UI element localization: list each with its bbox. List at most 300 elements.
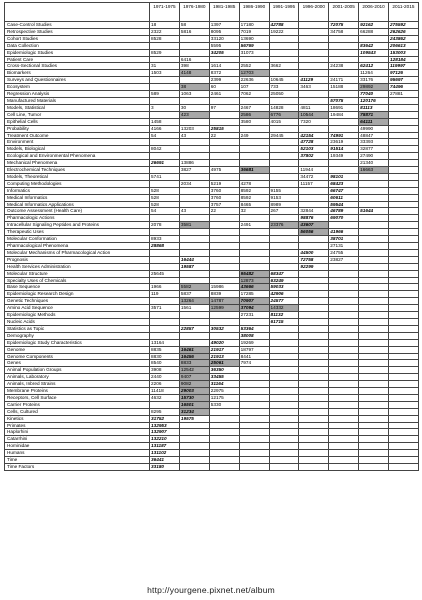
count-cell: 28868: [150, 243, 180, 250]
count-cell: 38008: [239, 332, 269, 339]
count-cell: [239, 173, 269, 180]
count-cell: [389, 450, 419, 457]
count-cell: [269, 374, 299, 381]
count-cell: [329, 325, 359, 332]
count-cell: 31164: [209, 381, 239, 388]
count-cell: 58: [179, 22, 209, 29]
count-cell: [269, 332, 299, 339]
count-cell: 8540: [150, 360, 180, 367]
table-row: [5, 28, 419, 35]
count-cell: 2399: [209, 77, 239, 84]
count-cell: [359, 464, 389, 471]
count-cell: [329, 415, 359, 422]
count-cell: [150, 298, 180, 305]
table-row: [5, 222, 419, 229]
row-label: Genome Components: [5, 353, 150, 360]
table-row: [5, 298, 419, 305]
count-cell: [389, 256, 419, 263]
count-cell: [329, 222, 359, 229]
count-cell: 3908: [150, 367, 180, 374]
row-label: Haplorhini: [5, 429, 150, 436]
count-cell: [359, 284, 389, 291]
count-cell: 31752: [150, 415, 180, 422]
count-cell: [389, 111, 419, 118]
count-cell: [150, 332, 180, 339]
count-cell: [329, 49, 359, 56]
table-row: [5, 374, 419, 381]
count-cell: [209, 429, 239, 436]
count-cell: 63249: [269, 277, 299, 284]
count-cell: [389, 263, 419, 270]
count-cell: [359, 457, 389, 464]
count-cell: [150, 249, 180, 256]
count-cell: [359, 215, 389, 222]
count-cell: [329, 167, 359, 174]
header-period: 1996-2000: [299, 3, 329, 22]
count-cell: 16663: [359, 167, 389, 174]
count-cell: 22857: [179, 325, 209, 332]
count-cell: 3757: [209, 201, 239, 208]
count-cell: [389, 180, 419, 187]
header-period: 1971-1975: [150, 3, 180, 22]
count-cell: [389, 436, 419, 443]
count-cell: 98876: [299, 215, 329, 222]
count-cell: [299, 464, 329, 471]
count-cell: [269, 353, 299, 360]
row-label: Primates: [5, 422, 150, 429]
count-cell: [239, 215, 269, 222]
count-cell: [179, 457, 209, 464]
count-cell: 14828: [269, 104, 299, 111]
table-row: [5, 457, 419, 464]
table-row: [5, 360, 419, 367]
table-row: [5, 464, 419, 471]
count-cell: 9153: [269, 194, 299, 201]
row-label: Catarrhini: [5, 436, 150, 443]
count-cell: [329, 263, 359, 270]
count-cell: 29445: [269, 132, 299, 139]
count-cell: [150, 215, 180, 222]
row-label: Time: [5, 457, 150, 464]
count-cell: 68347: [269, 270, 299, 277]
count-cell: 12599: [209, 305, 239, 312]
table-row: [5, 49, 419, 56]
count-cell: [239, 263, 269, 270]
count-cell: [209, 415, 239, 422]
count-cell: 38701: [329, 236, 359, 243]
count-cell: [359, 346, 389, 353]
count-cell: 33455: [209, 374, 239, 381]
count-cell: [359, 422, 389, 429]
count-cell: [329, 388, 359, 395]
count-cell: 11944: [299, 167, 329, 174]
count-cell: 19222: [269, 28, 299, 35]
table-row: [5, 284, 419, 291]
count-cell: [179, 443, 209, 450]
row-label: Cells, Cultured: [5, 408, 150, 415]
count-cell: [359, 35, 389, 42]
count-cell: 13203: [179, 125, 209, 132]
table-row: [5, 208, 419, 215]
row-label: Prognosis: [5, 256, 150, 263]
count-cell: [269, 70, 299, 77]
count-cell: 528: [150, 201, 180, 208]
header-period: 2011-2015: [389, 3, 419, 22]
count-cell: 4166: [150, 125, 180, 132]
count-cell: [299, 436, 329, 443]
table-row: [5, 118, 419, 125]
count-cell: [329, 408, 359, 415]
count-cell: 8835: [150, 346, 180, 353]
count-cell: 25645: [150, 270, 180, 277]
header-period: 1981-1985: [209, 3, 239, 22]
count-cell: [299, 56, 329, 63]
count-cell: [150, 318, 180, 325]
count-cell: 27490: [359, 153, 389, 160]
table-row: [5, 173, 419, 180]
count-cell: [329, 374, 359, 381]
count-cell: 132953: [150, 422, 180, 429]
row-label: Nucleic Acids: [5, 318, 150, 325]
count-cell: [209, 111, 239, 118]
count-cell: [239, 415, 269, 422]
count-cell: 8095: [209, 28, 239, 35]
count-cell: [209, 160, 239, 167]
count-cell: [359, 353, 389, 360]
row-label: Molecular Mechanisms of Pharmacological Action: [5, 249, 150, 256]
count-cell: 74991: [329, 132, 359, 139]
count-cell: [329, 394, 359, 401]
count-cell: [359, 388, 389, 395]
count-cell: 21340: [359, 160, 389, 167]
count-cell: 24238: [329, 63, 359, 70]
count-cell: [329, 291, 359, 298]
count-cell: 1561: [179, 305, 209, 312]
count-cell: 34472: [299, 173, 329, 180]
table-row: [5, 70, 419, 77]
row-label: Ecological and Environmental Phenomena: [5, 153, 150, 160]
header-period: 2001-2005: [329, 3, 359, 22]
count-cell: [209, 249, 239, 256]
count-cell: [269, 139, 299, 146]
row-label: Retrospective Studies: [5, 28, 150, 35]
count-cell: [209, 263, 239, 270]
count-cell: [179, 450, 209, 457]
count-cell: [269, 457, 299, 464]
count-cell: [329, 56, 359, 63]
count-cell: [299, 187, 329, 194]
count-cell: [359, 270, 389, 277]
count-cell: 8839: [209, 291, 239, 298]
count-cell: 92162: [359, 22, 389, 29]
count-cell: 9407: [179, 374, 209, 381]
count-cell: [359, 263, 389, 270]
count-cell: [359, 201, 389, 208]
count-cell: [359, 229, 389, 236]
row-label: Specialty Uses of Chemicals: [5, 277, 150, 284]
count-cell: [299, 429, 329, 436]
count-cell: [329, 464, 359, 471]
table-row: [5, 111, 419, 118]
count-cell: 3760: [209, 194, 239, 201]
count-cell: [389, 291, 419, 298]
count-cell: 83642: [359, 42, 389, 49]
count-cell: 243862: [389, 35, 419, 42]
count-cell: 25050: [269, 91, 299, 98]
count-cell: 54: [150, 132, 180, 139]
count-cell: 8529: [150, 49, 180, 56]
table-body: [5, 22, 419, 471]
count-cell: 8830: [150, 353, 180, 360]
count-cell: 8528: [150, 35, 180, 42]
table-row: [5, 77, 419, 84]
count-cell: [150, 312, 180, 319]
count-cell: [179, 339, 209, 346]
count-cell: [299, 408, 329, 415]
table-row: [5, 236, 419, 243]
count-cell: [269, 394, 299, 401]
count-cell: [359, 222, 389, 229]
count-cell: [209, 222, 239, 229]
count-cell: 19587: [179, 263, 209, 270]
count-cell: [389, 429, 419, 436]
count-cell: [389, 167, 419, 174]
count-cell: 4632: [150, 394, 180, 401]
count-cell: [329, 312, 359, 319]
count-cell: [359, 450, 389, 457]
count-cell: 30: [179, 104, 209, 111]
count-cell: [179, 35, 209, 42]
row-label: Therapeutic Uses: [5, 229, 150, 236]
count-cell: [299, 22, 329, 29]
count-cell: 32844: [299, 208, 329, 215]
count-cell: 32877: [359, 146, 389, 153]
count-cell: 528: [150, 194, 180, 201]
table-row: [5, 84, 419, 91]
count-cell: [269, 56, 299, 63]
count-cell: [299, 305, 329, 312]
row-label: Molecular Structure: [5, 270, 150, 277]
table-row: [5, 436, 419, 443]
count-cell: 24577: [269, 298, 299, 305]
count-cell: [239, 160, 269, 167]
count-cell: [269, 125, 299, 132]
count-cell: [179, 270, 209, 277]
count-cell: 2322: [150, 28, 180, 35]
count-cell: [179, 187, 209, 194]
count-cell: [299, 346, 329, 353]
count-cell: [179, 153, 209, 160]
row-label: Genetic Techniques: [5, 298, 150, 305]
count-cell: 21913: [209, 353, 239, 360]
count-cell: 33176: [359, 77, 389, 84]
count-cell: [269, 146, 299, 153]
term-frequency-table: [4, 2, 419, 471]
count-cell: 206613: [389, 42, 419, 49]
row-label: Environment: [5, 139, 150, 146]
count-cell: 16501: [179, 401, 209, 408]
count-cell: [389, 332, 419, 339]
count-cell: 5595: [209, 42, 239, 49]
count-cell: [299, 353, 329, 360]
count-cell: [150, 229, 180, 236]
count-cell: [299, 325, 329, 332]
count-cell: 36681: [239, 167, 269, 174]
count-cell: [179, 201, 209, 208]
count-cell: [389, 187, 419, 194]
count-cell: [179, 118, 209, 125]
count-cell: 119997: [389, 63, 419, 70]
row-label: Computing Methodologies: [5, 180, 150, 187]
count-cell: [239, 243, 269, 250]
count-cell: [239, 56, 269, 63]
count-cell: [150, 139, 180, 146]
count-cell: [269, 464, 299, 471]
row-label: Surveys and Questionnaires: [5, 77, 150, 84]
table-header: [5, 3, 419, 22]
table-row: [5, 325, 419, 332]
count-cell: 15986: [209, 284, 239, 291]
count-cell: 49020: [209, 339, 239, 346]
table-row: [5, 339, 419, 346]
row-label: Epidemiologic Study Characteristics: [5, 339, 150, 346]
count-cell: 131187: [150, 443, 180, 450]
table-row: [5, 201, 419, 208]
count-cell: [179, 49, 209, 56]
count-cell: [299, 443, 329, 450]
count-cell: 29003: [179, 388, 209, 395]
count-cell: [269, 180, 299, 187]
count-cell: 4811: [299, 104, 329, 111]
table-row: [5, 243, 419, 250]
count-cell: 11157: [299, 180, 329, 187]
count-cell: [269, 49, 299, 56]
count-cell: 72758: [299, 256, 329, 263]
row-label: Membrane Proteins: [5, 388, 150, 395]
header-period: 1986-1990: [239, 3, 269, 22]
row-label: Cell Line, Tumor: [5, 111, 150, 118]
count-cell: 8295: [150, 408, 180, 415]
count-cell: [239, 153, 269, 160]
count-cell: 12542: [179, 367, 209, 374]
count-cell: 43607: [299, 222, 329, 229]
count-cell: 8042: [150, 146, 180, 153]
count-cell: [239, 229, 269, 236]
count-cell: 41129: [299, 77, 329, 84]
count-cell: [299, 270, 329, 277]
header-period: 1991-1995: [269, 3, 299, 22]
count-cell: 3662: [269, 63, 299, 70]
header-row: [5, 3, 419, 22]
count-cell: [209, 118, 239, 125]
table-row: [5, 415, 419, 422]
count-cell: [389, 312, 419, 319]
count-cell: [329, 318, 359, 325]
row-label: Regression Analysis: [5, 91, 150, 98]
count-cell: 4278: [239, 180, 269, 187]
count-cell: [209, 270, 239, 277]
count-cell: [269, 160, 299, 167]
data-sheet: [4, 2, 418, 471]
count-cell: 8592: [239, 194, 269, 201]
count-cell: [389, 118, 419, 125]
count-cell: 13264: [179, 298, 209, 305]
count-cell: 7974: [239, 360, 269, 367]
row-label: Cohort Studies: [5, 35, 150, 42]
count-cell: [389, 422, 419, 429]
count-cell: [239, 97, 269, 104]
count-cell: 153003: [389, 49, 419, 56]
count-cell: 12703: [239, 70, 269, 77]
count-cell: 5837: [179, 291, 209, 298]
table-row: [5, 381, 419, 388]
count-cell: [209, 332, 239, 339]
count-cell: 70907: [239, 298, 269, 305]
count-cell: [209, 173, 239, 180]
count-cell: [389, 208, 419, 215]
table-row: [5, 194, 419, 201]
count-cell: [209, 408, 239, 415]
count-cell: 733: [269, 84, 299, 91]
count-cell: [299, 339, 329, 346]
count-cell: 8372: [209, 70, 239, 77]
count-cell: [179, 243, 209, 250]
table-row: [5, 35, 419, 42]
count-cell: [329, 353, 359, 360]
count-cell: [239, 249, 269, 256]
row-label: Models, Biological: [5, 146, 150, 153]
count-cell: [269, 256, 299, 263]
count-cell: [209, 256, 239, 263]
count-cell: 10544: [299, 111, 329, 118]
count-cell: [299, 160, 329, 167]
count-cell: 3: [150, 104, 180, 111]
row-label: Manufactured Materials: [5, 97, 150, 104]
row-label: Intracellular Signaling Peptides and Proteins: [5, 222, 150, 229]
count-cell: [299, 367, 329, 374]
count-cell: [179, 139, 209, 146]
count-cell: 19349: [329, 153, 359, 160]
table-row: [5, 277, 419, 284]
count-cell: 119: [150, 291, 180, 298]
count-cell: 61715: [269, 318, 299, 325]
count-cell: [299, 332, 329, 339]
count-cell: [359, 318, 389, 325]
count-cell: [150, 111, 180, 118]
count-cell: [389, 243, 419, 250]
count-cell: 23376: [269, 222, 299, 229]
count-cell: [239, 139, 269, 146]
count-cell: [359, 187, 389, 194]
count-cell: [209, 443, 239, 450]
row-label: Cross-Sectional Studies: [5, 63, 150, 70]
count-cell: [299, 312, 329, 319]
count-cell: 57075: [329, 97, 359, 104]
count-cell: 42906: [269, 291, 299, 298]
count-cell: [299, 70, 329, 77]
count-cell: [209, 56, 239, 63]
count-cell: 30532: [209, 325, 239, 332]
count-cell: [389, 401, 419, 408]
count-cell: [359, 277, 389, 284]
count-cell: [269, 367, 299, 374]
count-cell: 5741: [150, 173, 180, 180]
count-cell: 18691: [329, 104, 359, 111]
count-cell: [150, 84, 180, 91]
count-cell: [299, 49, 329, 56]
count-cell: 95482: [239, 270, 269, 277]
count-cell: 120176: [359, 97, 389, 104]
